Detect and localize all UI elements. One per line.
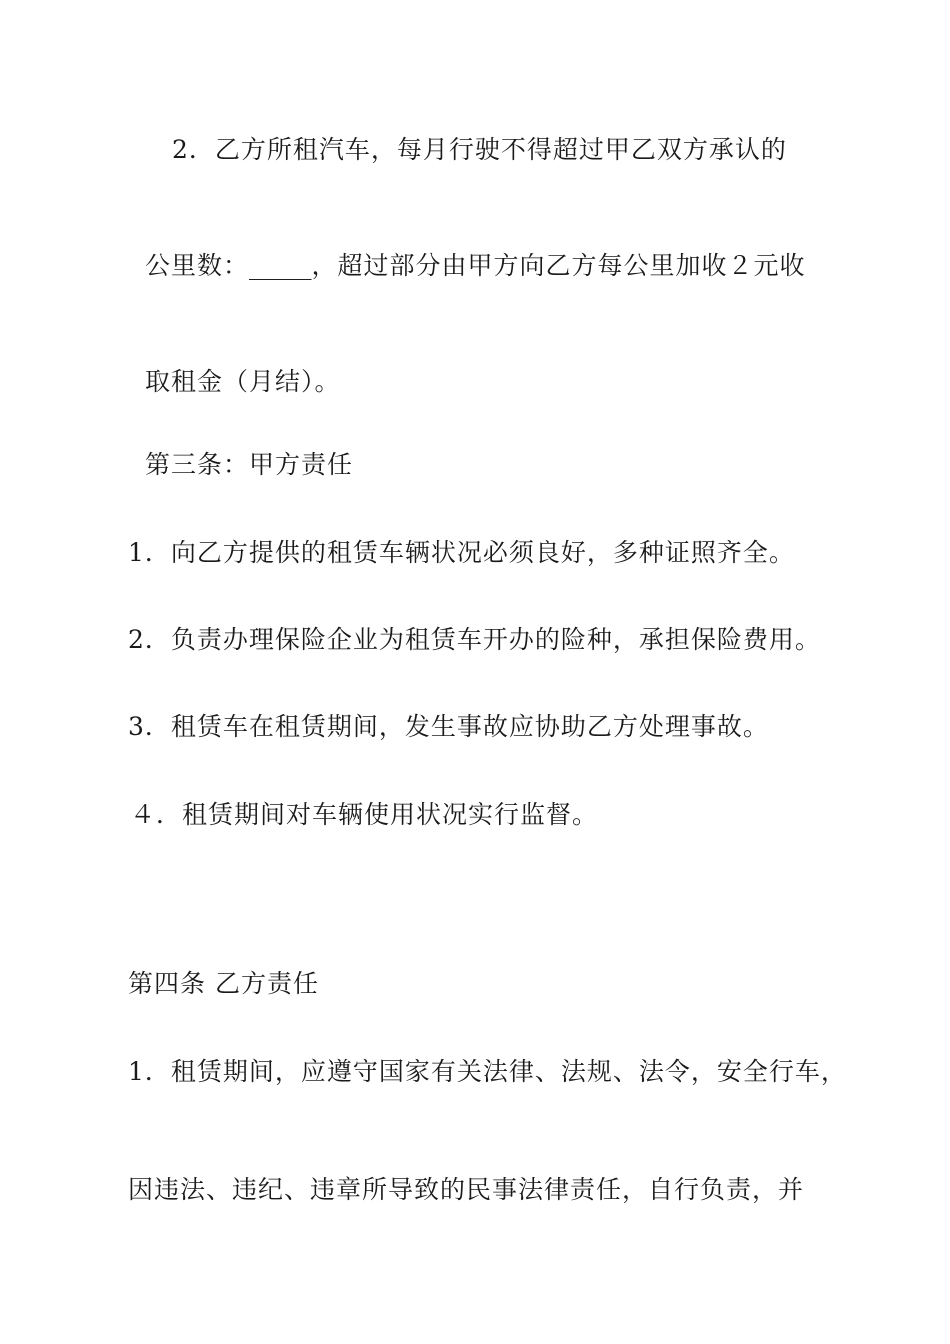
article-4-item-1-line-2: 因违法、违纪、违章所导致的民事法律责任，自行负责，并 — [128, 1175, 805, 1204]
clause-2-line-2 — [145, 250, 806, 282]
article-4-item-1-line-1: 1．租赁期间，应遵守国家有关法律、法规、法令，安全行车， — [128, 1057, 847, 1086]
article-3-item-3: 3．租赁车在租赁期间，发生事故应协助乙方处理事故。 — [128, 712, 769, 741]
article-3-item-2: 2．负责办理保险企业为租赁车开办的险种，承担保险费用。 — [128, 625, 821, 654]
article-3-item-1: 1．向乙方提供的租赁车辆状况必须良好，多种证照齐全。 — [128, 538, 795, 567]
mileage-blank: _____ — [249, 251, 312, 280]
clause-2-line-2-prefix: 公里数： — [145, 251, 250, 280]
clause-2-line-3: 取租金（月结）。 — [145, 367, 341, 396]
article-3-item-4: ４．租赁期间对车辆使用状况实行监督。 — [130, 800, 599, 829]
article-4-heading: 第四条 乙方责任 — [128, 969, 319, 998]
article-3-heading: 第三条：甲方责任 — [145, 450, 354, 479]
clause-2-line-1: 2．乙方所租汽车，每月行驶不得超过甲乙双方承认的 — [172, 135, 787, 164]
clause-2-line-2-suffix: ，超过部分由甲方向乙方每公里加收２元收 — [311, 251, 806, 280]
